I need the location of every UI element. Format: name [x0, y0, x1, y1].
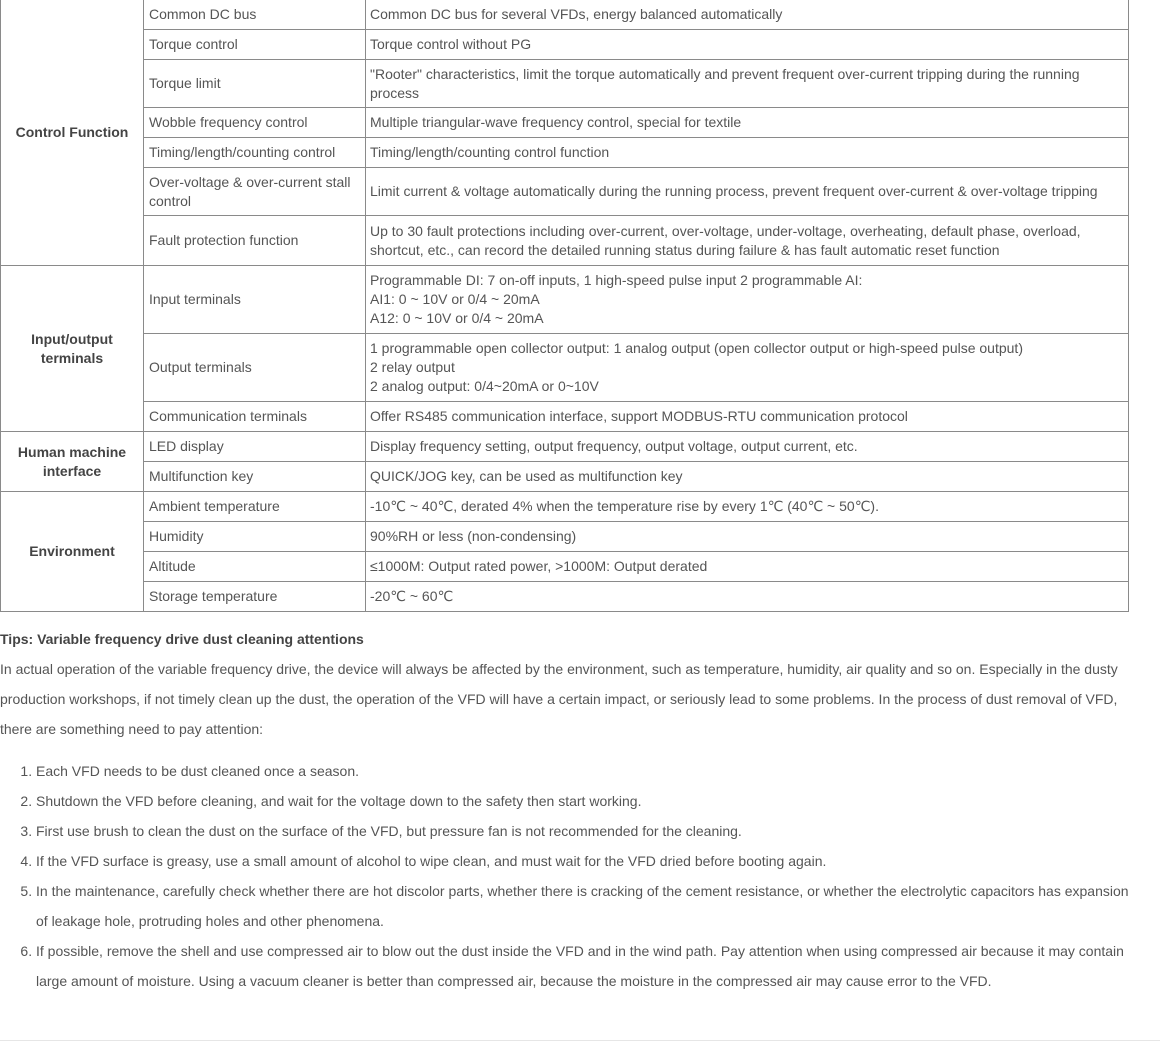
row-desc: Limit current & voltage automatically during the running process, prevent frequent over-current & over-voltage tripping: [366, 168, 1129, 216]
table-row: [1, 266, 1129, 334]
category-control-function: Control Function: [1, 0, 144, 266]
row-name: Wobble frequency control: [144, 108, 366, 138]
category-io-terminals: Input/output terminals: [1, 266, 144, 432]
row-desc: Display frequency setting, output frequency, output voltage, output current, etc.: [366, 432, 1129, 462]
list-item: 3. First use brush to clean the dust on the surface of the VFD, but pressure fan is not recommended for the cleaning.: [36, 816, 1130, 846]
desc-line: 1 programmable open collector output: 1 analog output (open collector output or high-speed pulse output): [370, 340, 1023, 356]
row-desc: Up to 30 fault protections including over-current, over-voltage, under-voltage, overheating, default phase, overload, shortcut, etc., can record the detailed running status during failure & has fault automatic reset function: [366, 216, 1129, 266]
category-environment: Environment: [1, 492, 144, 612]
row-name: Multifunction key: [144, 462, 366, 492]
row-name: Ambient temperature: [144, 492, 366, 522]
row-desc: QUICK/JOG key, can be used as multifunction key: [366, 462, 1129, 492]
row-desc: -20℃ ~ 60℃: [366, 582, 1129, 612]
row-desc: "Rooter" characteristics, limit the torque automatically and prevent frequent over-current tripping during the running process: [366, 60, 1129, 108]
row-desc: Torque control without PG: [366, 30, 1129, 60]
row-desc: [366, 334, 1129, 402]
row-name: Torque control: [144, 30, 366, 60]
table-row: [1, 108, 1129, 138]
row-desc: 90%RH or less (non-condensing): [366, 522, 1129, 552]
desc-line: Programmable DI: 7 on-off inputs, 1 high-speed pulse input 2 programmable AI:: [370, 272, 863, 288]
row-desc: Multiple triangular-wave frequency control, special for textile: [366, 108, 1129, 138]
cleaning-steps-list: [0, 756, 1130, 996]
row-name: Timing/length/counting control: [144, 138, 366, 168]
row-desc: Offer RS485 communication interface, support MODBUS-RTU communication protocol: [366, 402, 1129, 432]
table-row: [1, 432, 1129, 462]
table-row: [1, 492, 1129, 522]
row-desc: Timing/length/counting control function: [366, 138, 1129, 168]
list-item: 2. Shutdown the VFD before cleaning, and wait for the voltage down to the safety then start working.: [36, 786, 1130, 816]
desc-line: 2 analog output: 0/4~20mA or 0~10V: [370, 378, 599, 394]
list-item: 5. In the maintenance, carefully check whether there are hot discolor parts, whether there is cracking of the cement resistance, or whether the electrolytic capacitors has expansion of leakage hole, protruding holes and other phenomena.: [36, 876, 1130, 936]
desc-line: 2 relay output: [370, 359, 455, 375]
table-row: [1, 60, 1129, 108]
row-name: Input terminals: [144, 266, 366, 334]
list-item: 1. Each VFD needs to be dust cleaned once a season.: [36, 756, 1130, 786]
desc-line: AI1: 0 ~ 10V or 0/4 ~ 20mA: [370, 291, 540, 307]
row-desc: Common DC bus for several VFDs, energy balanced automatically: [366, 0, 1129, 30]
table-row: [1, 168, 1129, 216]
list-item: 4. If the VFD surface is greasy, use a small amount of alcohol to wipe clean, and must wait for the VFD dried before booting again.: [36, 846, 1130, 876]
table-row: [1, 216, 1129, 266]
table-row: [1, 462, 1129, 492]
bottom-divider: [0, 1040, 1160, 1041]
category-hmi: Human machine interface: [1, 432, 144, 492]
table-row: [1, 0, 1129, 30]
table-row: [1, 402, 1129, 432]
table-row: [1, 582, 1129, 612]
row-name: Output terminals: [144, 334, 366, 402]
table-row: [1, 522, 1129, 552]
row-name: Storage temperature: [144, 582, 366, 612]
row-desc: ≤1000M: Output rated power, >1000M: Output derated: [366, 552, 1129, 582]
table-row: [1, 138, 1129, 168]
row-name: Over-voltage & over-current stall control: [144, 168, 366, 216]
row-name: Altitude: [144, 552, 366, 582]
list-item: 6. If possible, remove the shell and use compressed air to blow out the dust inside the VFD and in the wind path. Pay attention when using compressed air because it may contain large amount of moisture. Using a vacuum cleaner is better than compressed air, because the moisture in the compressed air may cause error to the VFD.: [36, 936, 1130, 996]
tips-heading: Tips: Variable frequency drive dust cleaning attentions: [0, 631, 364, 647]
row-name: Fault protection function: [144, 216, 366, 266]
row-desc: [366, 266, 1129, 334]
row-name: Humidity: [144, 522, 366, 552]
desc-line: A12: 0 ~ 10V or 0/4 ~ 20mA: [370, 310, 544, 326]
row-name: Communication terminals: [144, 402, 366, 432]
table-row: [1, 552, 1129, 582]
row-name: Common DC bus: [144, 0, 366, 30]
row-name: Torque limit: [144, 60, 366, 108]
row-desc: -10℃ ~ 40℃, derated 4% when the temperature rise by every 1℃ (40℃ ~ 50℃).: [366, 492, 1129, 522]
tips-intro-paragraph: In actual operation of the variable frequency drive, the device will always be affected by the environment, such as temperature, humidity, air quality and so on. Especially in the dusty production workshops, if not timely clean up the dust, the operation of the VFD will have a certain impact, or seriously lead to some problems. In the process of dust removal of VFD, there are something need to pay attention:: [0, 661, 1118, 737]
row-name: LED display: [144, 432, 366, 462]
table-row: [1, 30, 1129, 60]
table-row: [1, 334, 1129, 402]
